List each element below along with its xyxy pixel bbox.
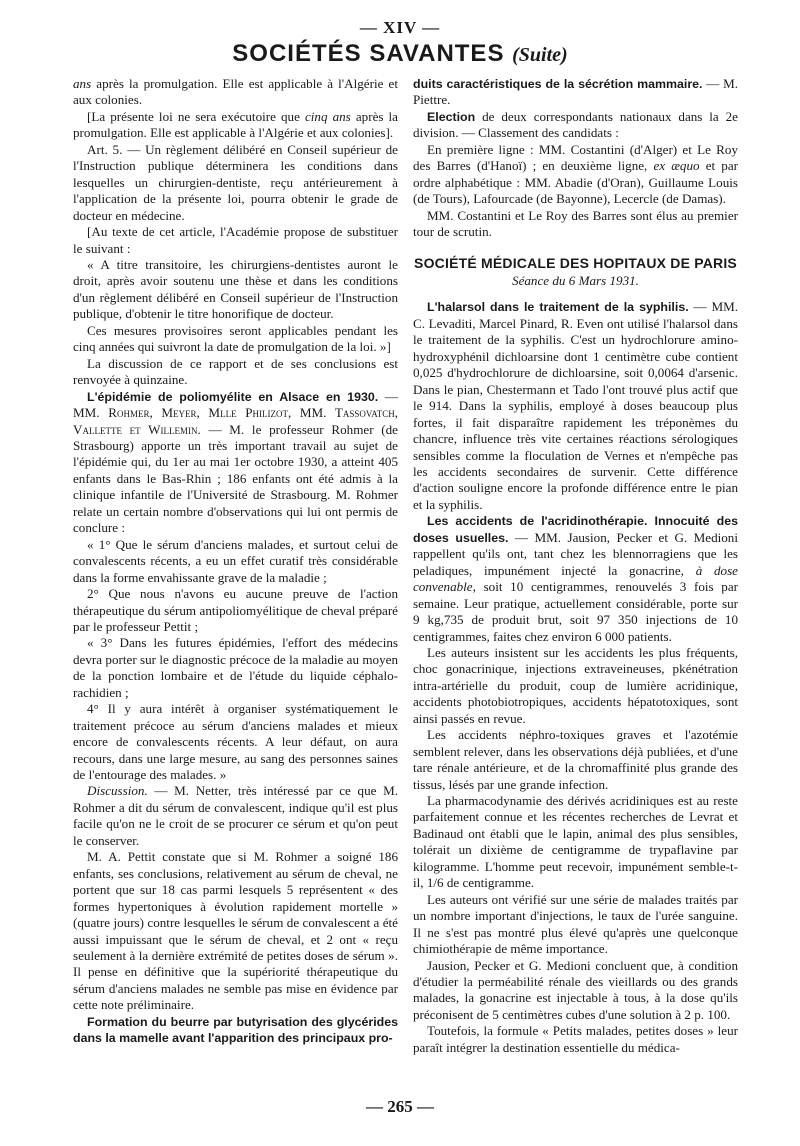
paragraph: ans après la promulgation. Elle est applicable à l'Algérie et aux colonies. bbox=[73, 76, 398, 108]
section-title: SOCIÉTÉ MÉDICALE DES HOPITAUX DE PARIS bbox=[414, 254, 737, 271]
paragraph: Les auteurs insistent sur les accidents les plus fréquents, choc gonacrinique, injections extraveineuses, pkénétration intra-artérielle du produit, coup de lumière acridinique, accidents photobiotropiques, accidents hépatotoxiques, sont ainsi passés en revue. bbox=[413, 644, 738, 726]
paragraph: « 3° Dans les futures épidémies, l'effort des médecins devra porter sur le diagnostic précoce de la maladie au moyen de la ponction lombaire et de l'étude du liquide céphalo-rachidien ; bbox=[73, 635, 398, 700]
paragraph: La pharmacodynamie des dérivés acridiniques est au reste parfaitement connue et les récentes recherches de Levrat et Badinaud ont établi que le lapin, animal des plus sensibles, tolérait un dixième de centigramme de trypaflavine par kilogramme. L'homme peut recevoir, impunément semble-t-il, 1/6 de centigramme. bbox=[413, 793, 738, 891]
paragraph: En première ligne : MM. Costantini (d'Alger) et Le Roy des Barres (d'Hanoï) ; en deuxième ligne, ex æquo et par ordre alphabétique : MM. Abadie (d'Oran), Guillaume Louis (de Tours), Lafourcade (de Bayonne), Lecercle (de Damas). bbox=[413, 141, 738, 207]
article-heading: Formation du beurre par butyrisation des glycérides dans la mamelle avant l'apparition des principaux pro- bbox=[73, 1014, 398, 1046]
article-heading-paragraph bbox=[73, 1014, 398, 1047]
page-roman-numeral: — XIV — bbox=[359, 18, 441, 37]
paragraph: Discussion. — M. Netter, très intéressé par ce que M. Rohmer a dit du sérum de convalescent, indique qu'il est plus facile qu'on ne le croit de se procurer ce sérum et qu'on peut le conserver. bbox=[73, 783, 398, 848]
paragraph: [Au texte de cet article, l'Académie propose de substituer le suivant : bbox=[73, 224, 398, 256]
paragraph: Les accidents néphro-toxiques graves et l'azotémie semblent relever, dans les observations déjà publiées, et d'une tare rénale antérieure, et de la chromaffinité plus grande des tissus, lésés par une grande infection. bbox=[413, 727, 738, 792]
paragraph: M. A. Pettit constate que si M. Rohmer a soigné 186 enfants, ses conclusions, relativement au sérum de cheval, ne portent que sur 18 cas parmi lesquels 5 représentent « des formes hypertoniques à évolution rapidement mortelle » (quatre jours) contre lesquelles le sérum de convalescent a été aussi impuissant que le sérum de cheval, et 2 ont « reçu seulement à la dernière extrémité de petites doses de sérum ». Il pense en définitive que la supériorité thérapeutique du sérum d'anciens malades ne semble pas mise en évidence par cette note préliminaire. bbox=[73, 849, 398, 1013]
article-heading: Les accidents de l'acridinothérapie. Innocuité des doses usuelles. bbox=[413, 514, 738, 545]
article-heading-paragraph: L'épidémie de poliomyélite en Alsace en 1930. — MM. Rohmer, Meyer, Mlle Philizot, MM. Tassovatch, Vallette et Willemin. — M. le professeur Rohmer (de Strasbourg) apporte un très important travail au sujet de l'épidémie qui, du 1er au mai 1er octobre 1930, a atteint 405 enfants dans le Bas-Rhin ; 186 enfants ont été admis à la clinique infantile de l'Université de Strasbourg. M. Rohmer relate un certain nombre d'observations qui lui ont permis de conclure : bbox=[73, 388, 398, 536]
article-heading-paragraph: L'halarsol dans le traitement de la syphilis. — MM. C. Levaditi, Marcel Pinard, R. Even ont utilisé l'halarsol dans le traitement de la syphilis. C'est un hydrochlorure amino-hydroxyphénil dichloarsine dont 1 centimètre cube contient 0,025 d'hydrochlorure de dichloarsine, soit 0,0064 d'arsenic. Dans le pian, Chestermann et Tado l'ont trouvé plus actif que le 914. Dans la syphilis, employé à doses beaucoup plus fortes, il fait disparaître rapidement les tréponèmes du chancre, influence très vite certaines réactions sérologiques sensibles comme la floculation de Vernes et n'empêche pas les accidents secondaires de survenir. Cette différence d'action souligne encore la profonde différence entre le pian et la syphilis. bbox=[413, 299, 738, 512]
paragraph: La discussion de ce rapport et de ses conclusions est renvoyée à quinzaine. bbox=[73, 355, 398, 388]
paragraph: duits caractéristiques de la sécrétion mammaire. — M. Piettre. bbox=[413, 76, 738, 108]
header-suite: (Suite) bbox=[512, 44, 568, 66]
paragraph: Election de deux correspondants nationaux dans la 2e division. — Classement des candidats : bbox=[413, 108, 738, 141]
page-number: — 265 — bbox=[366, 1097, 434, 1116]
paragraph: « 1° Que le sérum d'anciens malades, et surtout celui de convalescents récents, a eu un effet curatif très considérable dans la forme envahissante grave de la maladie ; bbox=[73, 536, 398, 585]
paragraph: « A titre transitoire, les chirurgiens-dentistes auront le droit, après avoir soutenu une thèse et dans les conditions d'un règlement délibéré en Conseil supérieur de l'Instruction publique, d'obtenir le titre honorifique de docteur. bbox=[73, 256, 398, 322]
paragraph: Toutefois, la formule « Petits malades, petites doses » leur paraît intégrer la destination essentielle du médica- bbox=[413, 1023, 738, 1055]
paragraph: 2° Que nous n'avons eu aucune preuve de l'action thérapeutique du sérum antipoliomyélitique de cheval préparé par le professeur Pettit ; bbox=[73, 586, 398, 634]
section-subtitle: Séance du 6 Mars 1931. bbox=[512, 272, 639, 288]
header-title: SOCIÉTÉS SAVANTES bbox=[232, 40, 505, 67]
paragraph: [La présente loi ne sera exécutoire que cinq ans après la promulgation. Elle est applicable à l'Algérie et aux colonies]. bbox=[73, 108, 398, 141]
paragraph: 4° Il y aura intérêt à organiser systématiquement le traitement précoce au sérum d'anciens malades et mieux encore de convalescents récents. A leur défaut, on aura recours, dans une large mesure, au sang des personnes saines de l'entourage des malades. » bbox=[73, 701, 398, 783]
right-column bbox=[413, 76, 738, 1056]
paragraph: Ces mesures provisoires seront applicables pendant les cinq années qui suivront la date de promulgation de la loi. »] bbox=[73, 322, 398, 355]
paragraph: Jausion, Pecker et G. Medioni concluent que, à condition d'étudier la perméabilité rénale des vieillards ou des grands malades, la gonacrine est injectable à tous, à la dose qu'ils préconisent de 5 centimètres cubes d'une solution à 2 p. 100. bbox=[413, 957, 738, 1022]
running-header bbox=[0, 40, 800, 68]
article-heading: L'halarsol dans le traitement de la syphilis. bbox=[427, 300, 689, 315]
article-heading-paragraph: Les accidents de l'acridinothérapie. Innocuité des doses usuelles. — MM. Jausion, Pecker et G. Medioni rappellent qu'ils ont, tant chez les blennorragiens que les peladiques, impunément injecté la gonacrine, à dose convenable, soit 10 centigrammes, renouvelés 3 fois par semaine. Leur pratique, actuellement considérable, porte sur 9 kg,735 de produit brut, soit 97 350 injections de 10 centigrammes, faites chez environ 6 000 patients. bbox=[413, 514, 738, 644]
left-column bbox=[73, 76, 398, 1047]
paragraph: MM. Costantini et Le Roy des Barres sont élus au premier tour de scrutin. bbox=[413, 207, 738, 240]
paragraph: Art. 5. — Un règlement délibéré en Conseil supérieur de l'Instruction publique déterminera les conditions dans lesquelles un chirurgien-dentiste, reçu antérieurement à l'application de la présente loi, pourra obtenir le grade de docteur en médecine. bbox=[73, 141, 398, 223]
article-heading: L'épidémie de poliomyélite en Alsace en 1930. bbox=[87, 389, 379, 404]
paragraph: Les auteurs ont vérifié sur une série de malades traités par un nombre important d'injections, le taux de l'urée sanguine. Il ne s'est pas montré plus élevé qu'après une quelconque chimiothérapie de même importance. bbox=[413, 891, 738, 957]
